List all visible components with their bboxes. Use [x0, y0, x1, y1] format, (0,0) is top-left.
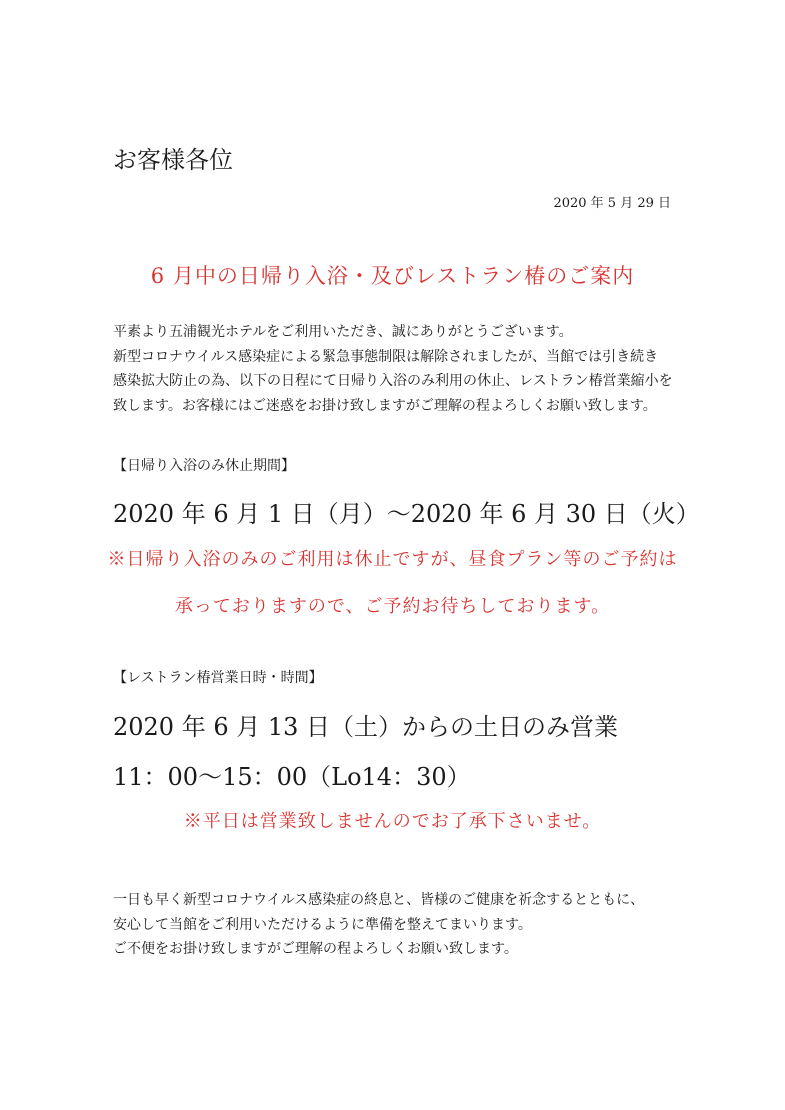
- closing-paragraph: [113, 888, 644, 962]
- notice-date: 2020 年 5 月 29 日: [553, 196, 671, 211]
- bath-note-line-1: ※日帰り入浴のみのご利用は休止ですが、昼食プラン等のご予約は: [107, 549, 678, 570]
- closing-line: 一日も早く新型コロナウイルス感染症の終息と、皆様のご健康を祈念するとともに、: [113, 892, 645, 908]
- intro-paragraph: [113, 320, 673, 418]
- restaurant-note: ※平日は営業致しませんのでお了承下さいませ。: [183, 811, 602, 832]
- restaurant-hours: 11：00〜15：00（Lo14：30）: [113, 763, 471, 791]
- closing-line: ご不便をお掛け致しますがご理解の程よろしくお願い致します。: [113, 941, 518, 957]
- salutation: お客様各位: [113, 146, 233, 174]
- bath-note-line-2: 承っておりますので、ご予約お待ちしております。: [174, 596, 611, 617]
- intro-line: 平素より五浦観光ホテルをご利用いただき、誠にありがとうございます。: [113, 324, 573, 340]
- bath-section-label: 【日帰り入浴のみ休止期間】: [113, 458, 295, 474]
- intro-line: 致します。お客様にはご迷惑をお掛け致しますがご理解の程よろしくお願い致します。: [113, 397, 657, 414]
- bath-suspension-period: 2020 年 6 月 1 日（月）〜2020 年 6 月 30 日（火）: [113, 500, 700, 528]
- intro-line: 新型コロナウイルス感染症による緊急事態制限は解除されましたが、当館では引き続き: [113, 348, 659, 365]
- restaurant-open-days: 2020 年 6 月 13 日（土）からの土日のみ営業: [113, 713, 619, 741]
- restaurant-section-label: 【レストラン椿営業日時・時間】: [113, 670, 323, 686]
- closing-line: 安心して当館をご利用いただけるように準備を整えてまいります。: [113, 916, 532, 933]
- notice-title: 6 月中の日帰り入浴・及びレストラン椿のご案内: [150, 264, 635, 288]
- intro-line: 感染拡大防止の為、以下の日程にて日帰り入浴のみ利用の休止、レストラン椿営業縮小を: [113, 373, 673, 389]
